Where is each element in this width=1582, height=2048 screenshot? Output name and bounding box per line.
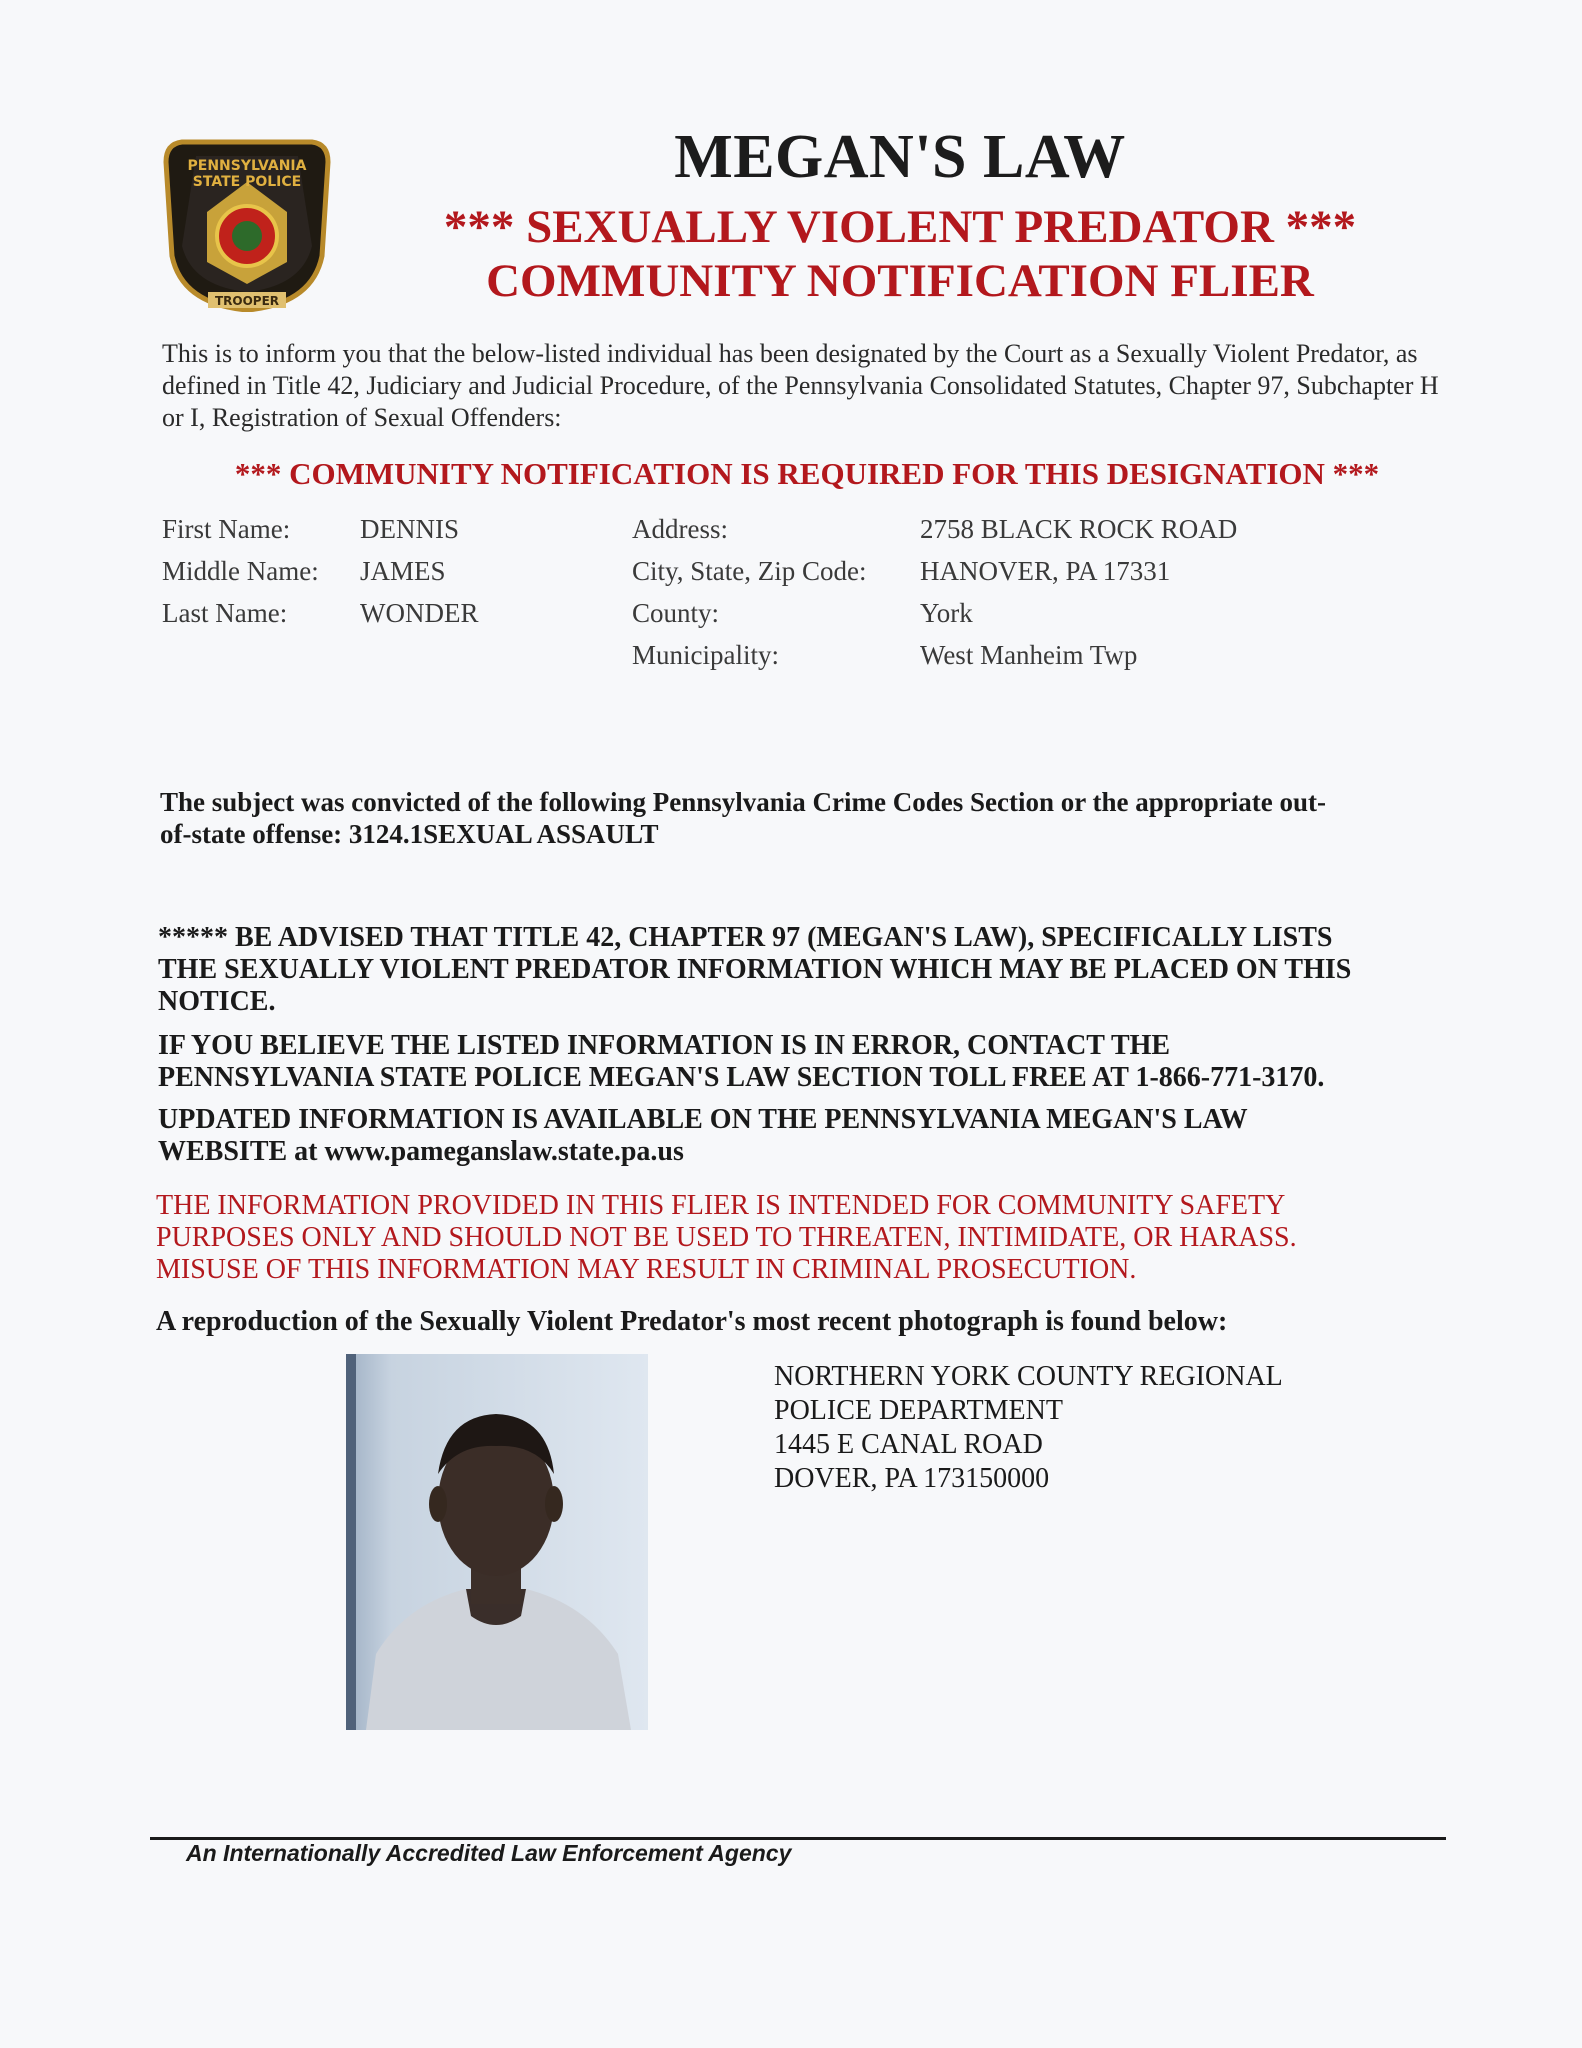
warning-line: THE INFORMATION PROVIDED IN THIS FLIER IS INTENDED FOR COMMUNITY SAFETY	[156, 1190, 1286, 1221]
police-department-address	[774, 1360, 1283, 1496]
middle-name-value: JAMES	[360, 556, 446, 586]
municipality-value: West Manheim Twp	[920, 640, 1138, 670]
page-subtitle-predator: *** SEXUALLY VIOLENT PREDATOR ***	[443, 201, 1357, 253]
intro-paragraph: This is to inform you that the below-listed individual has been designated by the Court as a Sexually Violent Predator, as defined in Title 42, Judiciary and Judicial Procedure, of the Pennsylvania Consolidated Statutes, Chapter 97, Subchapter H or I, Registration of Sexual Offenders:	[162, 339, 1439, 432]
first-name-value: DENNIS	[360, 514, 459, 544]
department-line: DOVER, PA 173150000	[774, 1463, 1050, 1494]
last-name-value: WONDER	[360, 598, 479, 628]
svg-text:PENNSYLVANIA: PENNSYLVANIA	[187, 158, 307, 174]
misuse-warning	[156, 1190, 1476, 1286]
county-value: York	[920, 598, 973, 628]
advisory-line: UPDATED INFORMATION IS AVAILABLE ON THE PENNSYLVANIA MEGAN'S LAW	[158, 1104, 1248, 1135]
photo-caption: A reproduction of the Sexually Violent Predator's most recent photograph is found below:	[156, 1306, 1228, 1337]
advisory-error-contact	[158, 1030, 1478, 1094]
page-title: MEGAN'S LAW	[674, 123, 1126, 191]
conviction-line: The subject was convicted of the following Pennsylvania Crime Codes Section or the appropriate out-	[160, 787, 1326, 817]
address-value: 2758 BLACK ROCK ROAD	[920, 514, 1238, 544]
advisory-line: THE SEXUALLY VIOLENT PREDATOR INFORMATION WHICH MAY BE PLACED ON THIS	[158, 954, 1352, 985]
svg-text:TROOPER: TROOPER	[214, 294, 280, 308]
required-notice: *** COMMUNITY NOTIFICATION IS REQUIRED FOR THIS DESIGNATION ***	[234, 456, 1380, 491]
svg-text:STATE POLICE: STATE POLICE	[192, 174, 302, 190]
advisory-line: ***** BE ADVISED THAT TITLE 42, CHAPTER 97 (MEGAN'S LAW), SPECIFICALLY LISTS	[158, 922, 1333, 953]
county-label: County:	[632, 598, 720, 628]
middle-name-label: Middle Name:	[162, 556, 319, 586]
warning-line: PURPOSES ONLY AND SHOULD NOT BE USED TO THREATEN, INTIMIDATE, OR HARASS.	[156, 1222, 1297, 1253]
advisory-line: PENNSYLVANIA STATE POLICE MEGAN'S LAW SECTION TOLL FREE AT 1-866-771-3170.	[158, 1062, 1325, 1093]
last-name-label: Last Name:	[162, 598, 288, 628]
first-name-label: First Name:	[162, 514, 291, 544]
conviction-statement	[160, 786, 1460, 850]
advisory-line: WEBSITE at www.pameganslaw.state.pa.us	[158, 1136, 684, 1167]
advisory-website	[158, 1104, 1478, 1168]
municipality-label: Municipality:	[632, 640, 779, 670]
footer-tagline: An Internationally Accredited Law Enforcement Agency	[186, 1840, 792, 1866]
advisory-title-42	[158, 922, 1478, 1018]
address-label: Address:	[632, 514, 728, 544]
city-state-zip-value: HANOVER, PA 17331	[920, 556, 1171, 586]
department-line: NORTHERN YORK COUNTY REGIONAL	[774, 1361, 1283, 1392]
city-state-zip-label: City, State, Zip Code:	[632, 556, 867, 586]
department-line: 1445 E CANAL ROAD	[774, 1429, 1043, 1460]
department-line: POLICE DEPARTMENT	[774, 1395, 1063, 1426]
predator-photo	[346, 1354, 648, 1730]
page-subtitle-flier: COMMUNITY NOTIFICATION FLIER	[486, 255, 1314, 307]
state-police-badge	[162, 136, 332, 312]
advisory-line: IF YOU BELIEVE THE LISTED INFORMATION IS IN ERROR, CONTACT THE	[158, 1030, 1171, 1061]
warning-line: MISUSE OF THIS INFORMATION MAY RESULT IN CRIMINAL PROSECUTION.	[156, 1254, 1137, 1285]
conviction-line: of-state offense: 3124.1SEXUAL ASSAULT	[160, 819, 659, 849]
advisory-line: NOTICE.	[158, 986, 276, 1017]
